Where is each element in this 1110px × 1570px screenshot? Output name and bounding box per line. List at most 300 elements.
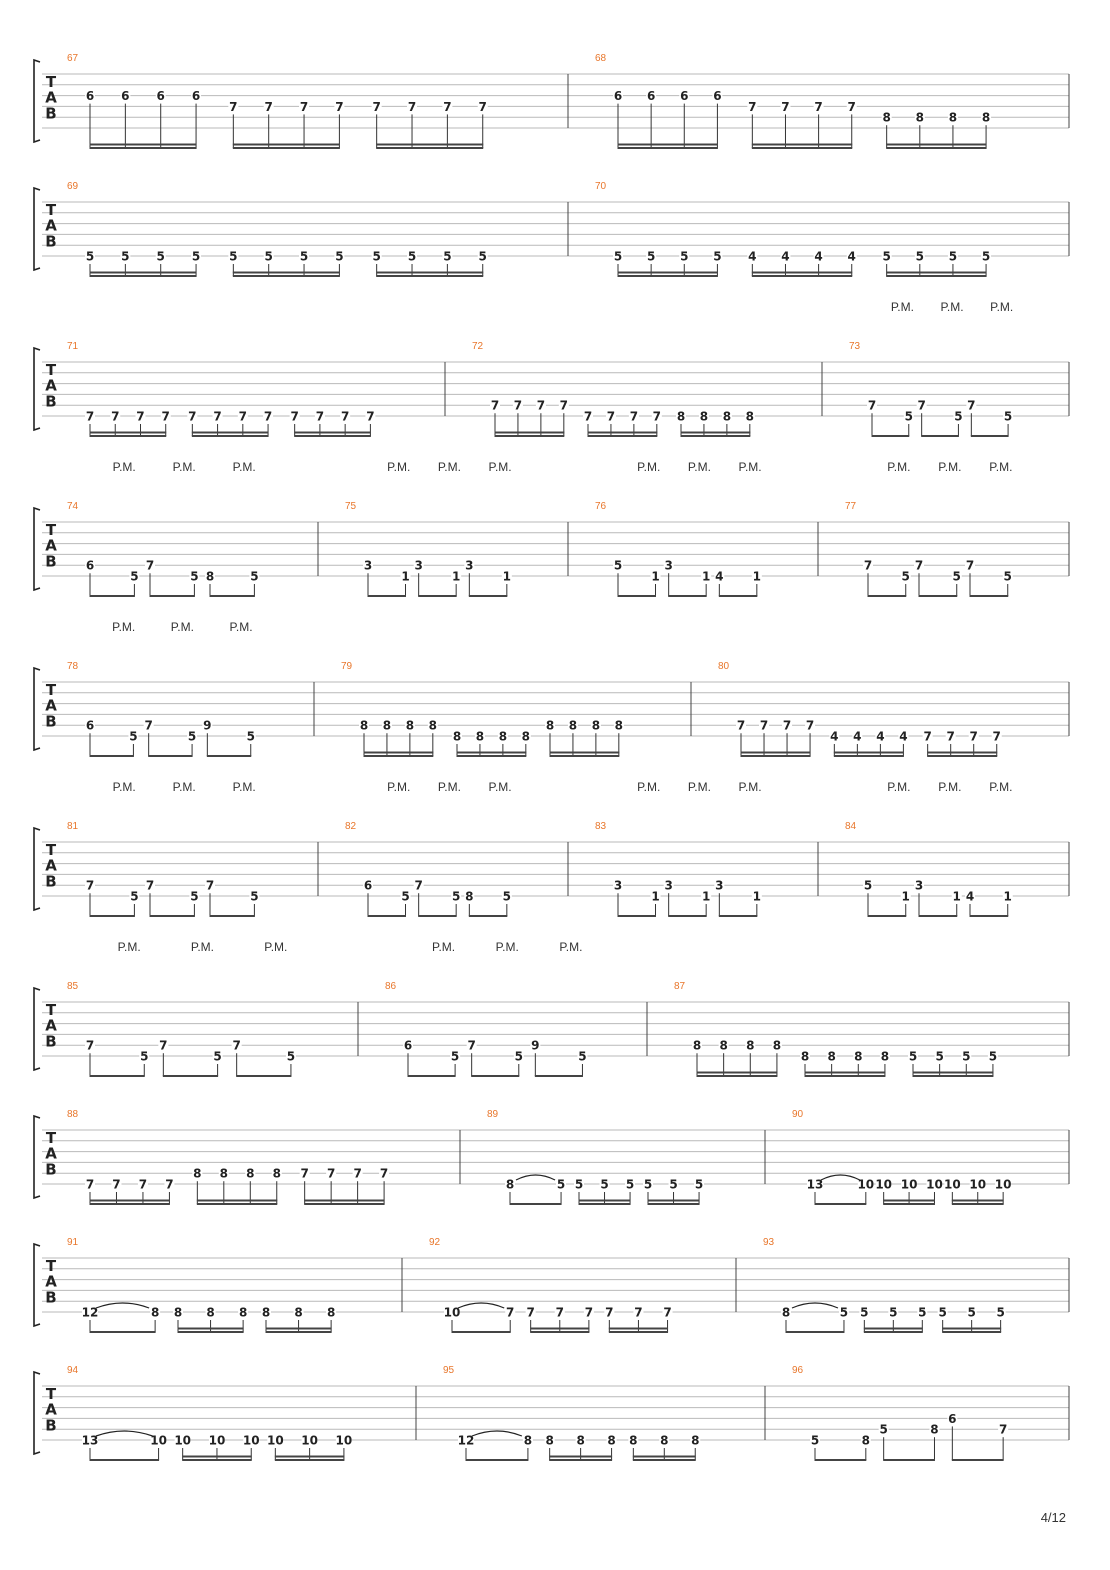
note-group (290, 410, 376, 437)
fret-number: 10 (443, 1305, 461, 1320)
fret-number: 3 (363, 558, 373, 573)
fret-number: 8 (691, 1433, 700, 1448)
tab-clef-letter: T (45, 201, 57, 219)
fret-number: 10 (926, 1177, 943, 1192)
measure-number: 78 (67, 661, 79, 672)
palm-mute-mark: P.M. (887, 460, 911, 474)
fret-number: 6 (363, 878, 373, 893)
fret-number: 1 (752, 569, 762, 584)
measure-number: 87 (674, 981, 686, 992)
fret-number: 3 (613, 878, 623, 893)
fret-number: 10 (943, 1177, 961, 1192)
fret-number: 7 (326, 1166, 336, 1181)
note-group (908, 1050, 998, 1077)
fret-number: 1 (952, 889, 961, 904)
palm-mute-mark: P.M. (172, 460, 196, 474)
fret-number: 7 (300, 1166, 309, 1181)
fret-number: 7 (165, 1177, 174, 1192)
fret-number: 7 (526, 1305, 535, 1320)
fret-number: 5 (229, 249, 238, 264)
fret-number: 10 (208, 1433, 226, 1448)
note-group (810, 1434, 871, 1461)
tab-clef-letter: T (45, 361, 57, 379)
fret-number: 7 (584, 1305, 594, 1320)
fret-number: 6 (85, 89, 95, 104)
fret-number: 5 (502, 889, 512, 904)
fret-number: 7 (188, 409, 197, 424)
note-group (85, 410, 171, 437)
fret-number: 10 (969, 1177, 987, 1192)
fret-number: 4 (899, 729, 908, 744)
fret-number: 10 (266, 1433, 284, 1448)
fret-number: 5 (335, 249, 344, 264)
fret-number: 7 (490, 398, 500, 413)
note-group (613, 89, 722, 148)
fret-number: 5 (264, 249, 273, 264)
tab-system (34, 53, 1069, 148)
fret-number: 8 (326, 1305, 336, 1320)
palm-mute-mark: P.M. (989, 460, 1013, 474)
fret-number: 7 (145, 558, 155, 573)
palm-mute-mark: P.M. (437, 460, 461, 474)
fret-number: 7 (629, 409, 639, 424)
fret-number: 8 (205, 569, 215, 584)
fret-number: 5 (694, 1177, 704, 1192)
fret-number: 5 (889, 1305, 898, 1320)
note-group (187, 410, 273, 437)
fret-number: 3 (414, 558, 423, 573)
note-group (82, 1303, 160, 1332)
tab-clef-letter: B (45, 1032, 57, 1051)
fret-number: 8 (238, 1305, 248, 1320)
fret-number: 7 (136, 409, 145, 424)
tab-clef-letter: B (45, 552, 57, 571)
fret-number: 5 (1003, 409, 1013, 424)
fret-number: 3 (465, 558, 474, 573)
tab-clef-letter: B (45, 872, 57, 891)
measure-number: 95 (443, 1365, 455, 1376)
fret-number: 7 (366, 409, 375, 424)
fret-number: 1 (502, 569, 512, 584)
fret-number: 5 (190, 889, 199, 904)
fret-number: 7 (923, 729, 932, 744)
fret-number: 1 (651, 889, 660, 904)
tab-clef-letter: A (45, 856, 57, 875)
measure (443, 1365, 700, 1460)
note-group (85, 89, 201, 148)
slur-arc (516, 1175, 555, 1180)
note-group (747, 250, 856, 277)
tab-clef-letter: A (45, 216, 57, 235)
fret-number: 5 (450, 1049, 460, 1064)
measure-number: 88 (67, 1109, 79, 1120)
note-group (444, 1303, 516, 1332)
tab-system (34, 620, 1069, 756)
fret-number: 8 (498, 729, 508, 744)
fret-number: 9 (203, 718, 212, 733)
note-group (628, 1434, 700, 1461)
fret-number: 10 (335, 1433, 353, 1448)
palm-mute-mark: P.M. (488, 780, 512, 794)
fret-number: 5 (213, 1049, 222, 1064)
fret-number: 7 (555, 1305, 564, 1320)
fret-number: 8 (246, 1166, 255, 1181)
slur-arc (96, 1431, 153, 1436)
fret-number: 7 (353, 1166, 362, 1181)
tab-clef-letter: B (45, 232, 57, 251)
fret-number: 5 (713, 249, 722, 264)
fret-number: 7 (379, 1166, 389, 1181)
fret-number: 8 (880, 1049, 890, 1064)
fret-number: 7 (805, 718, 815, 733)
fret-number: 5 (190, 569, 199, 584)
fret-number: 5 (908, 1049, 918, 1064)
fret-number: 5 (299, 249, 309, 264)
fret-number: 5 (451, 889, 461, 904)
fret-number: 5 (646, 249, 656, 264)
fret-number: 10 (174, 1433, 192, 1448)
tab-clef-letter: A (45, 376, 57, 395)
fret-number: 1 (701, 569, 711, 584)
note-group (228, 100, 344, 148)
tab-clef-letter: T (45, 73, 57, 91)
palm-mute-mark: P.M. (112, 460, 136, 474)
fret-number: 8 (219, 1166, 228, 1181)
system-bracket (34, 508, 40, 590)
fret-number: 7 (634, 1305, 643, 1320)
fret-number: 7 (85, 1177, 95, 1192)
tab-clef-letter: T (45, 681, 57, 699)
palm-mute-mark: P.M. (495, 940, 519, 954)
measure-number: 70 (595, 181, 607, 192)
palm-mute-mark: P.M. (738, 780, 762, 794)
fret-number: 7 (340, 409, 350, 424)
fret-number: 5 (407, 249, 417, 264)
note-group (452, 730, 531, 757)
note-group (875, 1178, 943, 1205)
fret-number: 7 (736, 718, 746, 733)
palm-mute-mark: P.M. (990, 300, 1014, 314)
fret-number: 7 (145, 878, 155, 893)
palm-mute-mark: P.M. (637, 460, 661, 474)
fret-number: 7 (299, 99, 309, 114)
measure-number: 79 (341, 661, 353, 672)
measure-number: 74 (67, 501, 79, 512)
palm-mute-mark: P.M. (232, 780, 256, 794)
palm-mute-mark: P.M. (387, 780, 411, 794)
measure (718, 661, 1002, 756)
fret-number: 8 (746, 1038, 755, 1053)
tab-clef-letter: B (45, 1416, 57, 1435)
tab-system (34, 780, 1069, 916)
fret-number: 7 (229, 99, 238, 114)
note-group (192, 1167, 281, 1204)
palm-mute-mark: P.M. (637, 780, 661, 794)
fret-number: 1 (701, 889, 711, 904)
fret-number: 4 (965, 889, 975, 904)
tab-clef-letter: A (45, 1400, 57, 1419)
palm-mute-mark: P.M. (938, 460, 962, 474)
note-group (807, 1175, 875, 1204)
fret-number: 7 (85, 878, 95, 893)
fret-number: 5 (948, 249, 958, 264)
tab-system (34, 940, 1069, 1076)
fret-number: 5 (839, 1305, 849, 1320)
fret-number: 8 (405, 718, 415, 733)
fret-number: 7 (85, 409, 95, 424)
measure (341, 661, 624, 756)
fret-number: 7 (782, 718, 792, 733)
fret-number: 7 (263, 409, 273, 424)
fret-number: 8 (676, 409, 686, 424)
fret-number: 10 (242, 1433, 260, 1448)
fret-number: 7 (315, 409, 325, 424)
fret-number: 4 (715, 569, 724, 584)
fret-number: 5 (952, 569, 961, 584)
measure (429, 1237, 673, 1332)
fret-number: 8 (173, 1305, 183, 1320)
fret-number: 4 (847, 249, 856, 264)
measure (472, 341, 755, 436)
palm-mute-mark: P.M. (232, 460, 256, 474)
system-bracket (34, 348, 40, 430)
fret-number: 13 (81, 1433, 99, 1448)
note-group (604, 1306, 672, 1333)
fret-number: 5 (578, 1049, 587, 1064)
fret-number: 1 (901, 889, 910, 904)
fret-number: 10 (900, 1177, 918, 1192)
fret-number: 7 (992, 729, 1001, 744)
note-group (505, 1175, 566, 1204)
fret-number: 5 (981, 249, 991, 264)
fret-number: 7 (478, 99, 487, 114)
measure (674, 981, 998, 1076)
fret-number: 4 (876, 729, 885, 744)
slur-arc (96, 1303, 149, 1308)
fret-number: 7 (605, 1305, 614, 1320)
measure (67, 53, 488, 148)
fret-number: 8 (545, 1433, 554, 1448)
palm-mute-mark: P.M. (112, 620, 136, 634)
measure-number: 85 (67, 981, 79, 992)
slur-arc (472, 1431, 522, 1436)
measure (763, 1237, 1006, 1332)
note-group (267, 1434, 352, 1461)
note-group (781, 1303, 849, 1332)
tab-system (34, 460, 1069, 596)
note-group (692, 1039, 782, 1076)
note-group (173, 1306, 248, 1333)
tab-clef-letter: T (45, 1385, 57, 1403)
fret-number: 1 (651, 569, 660, 584)
fret-number: 7 (748, 99, 757, 114)
palm-mute-mark: P.M. (890, 300, 914, 314)
fret-number: 5 (954, 409, 963, 424)
palm-mute-mark: P.M. (559, 940, 583, 954)
fret-number: 7 (290, 409, 299, 424)
fret-number: 7 (506, 1305, 515, 1320)
palm-mute-mark: P.M. (687, 780, 711, 794)
fret-number: 6 (85, 718, 95, 733)
measure-number: 89 (487, 1109, 499, 1120)
system-bracket (34, 668, 40, 750)
fret-number: 8 (692, 1038, 702, 1053)
palm-mute-mark: P.M. (989, 780, 1013, 794)
fret-number: 7 (663, 1305, 672, 1320)
fret-number: 5 (187, 729, 197, 744)
fret-number: 5 (478, 249, 487, 264)
measure-number: 96 (792, 1365, 804, 1376)
fret-number: 12 (81, 1305, 99, 1320)
fret-number: 5 (962, 1049, 971, 1064)
palm-mute-mark: P.M. (112, 780, 136, 794)
fret-number: 5 (556, 1177, 566, 1192)
note-group (574, 1178, 635, 1205)
note-group (800, 1050, 890, 1077)
note-group (545, 719, 624, 756)
fret-number: 8 (465, 889, 474, 904)
fret-number: 7 (652, 409, 661, 424)
fret-number: 5 (643, 1177, 653, 1192)
fret-number: 5 (130, 889, 139, 904)
measure (67, 181, 488, 276)
note-group (372, 250, 488, 277)
measure (67, 341, 375, 436)
fret-number: 5 (286, 1049, 296, 1064)
fret-number: 8 (505, 1177, 515, 1192)
fret-number: 7 (112, 1177, 121, 1192)
note-group (829, 730, 908, 757)
measure-number: 84 (845, 821, 857, 832)
fret-number: 8 (591, 718, 601, 733)
fret-number: 5 (915, 249, 924, 264)
fret-number: 4 (830, 729, 839, 744)
fret-number: 1 (401, 569, 410, 584)
fret-number: 8 (745, 409, 754, 424)
system-bracket (34, 188, 40, 270)
measure (595, 53, 991, 148)
fret-number: 8 (699, 409, 709, 424)
palm-mute-mark: P.M. (738, 460, 762, 474)
fret-number: 10 (994, 1177, 1012, 1192)
fret-number: 7 (536, 398, 546, 413)
palm-mute-mark: P.M. (190, 940, 215, 954)
tab-system (34, 1109, 1069, 1204)
measure-number: 94 (67, 1365, 79, 1376)
fret-number: 5 (882, 249, 891, 264)
fret-number: 8 (915, 110, 924, 125)
fret-number: 6 (191, 89, 201, 104)
fret-number: 8 (882, 110, 891, 125)
measure-number: 83 (595, 821, 607, 832)
tab-clef-letter: B (45, 104, 57, 123)
fret-number: 7 (414, 878, 423, 893)
fret-number: 7 (513, 398, 523, 413)
fret-number: 7 (759, 718, 769, 733)
note-group (228, 250, 344, 277)
fret-number: 7 (144, 718, 153, 733)
fret-number: 6 (948, 1411, 957, 1426)
note-group (882, 111, 991, 148)
fret-number: 6 (85, 558, 95, 573)
measure-number: 77 (845, 501, 857, 512)
fret-number: 5 (935, 1049, 944, 1064)
fret-number: 5 (901, 569, 910, 584)
fret-number: 8 (772, 1038, 782, 1053)
tab-clef-letter: B (45, 392, 57, 411)
fret-number: 8 (150, 1305, 160, 1320)
palm-mute-mark: P.M. (940, 300, 964, 314)
tab-clef-letter: B (45, 1288, 57, 1307)
fret-number: 3 (914, 878, 924, 893)
fret-number: 1 (451, 569, 461, 584)
fret-number: 5 (860, 1305, 869, 1320)
fret-number: 7 (467, 1038, 476, 1053)
note-group (458, 1431, 533, 1460)
note-group (372, 100, 488, 148)
fret-number: 5 (996, 1305, 1005, 1320)
measure-number: 82 (345, 821, 357, 832)
fret-number: 8 (930, 1422, 939, 1437)
fret-number: 8 (523, 1433, 533, 1448)
note-group (261, 1306, 336, 1333)
fret-number: 8 (545, 718, 555, 733)
fret-number: 8 (614, 718, 623, 733)
fret-number: 7 (867, 398, 877, 413)
fret-number: 7 (205, 878, 215, 893)
fret-number: 12 (457, 1433, 475, 1448)
fret-number: 8 (359, 718, 369, 733)
measure (792, 1109, 1011, 1204)
note-group (947, 1412, 1008, 1460)
fret-number: 7 (335, 99, 344, 114)
system-bracket (34, 1116, 40, 1198)
measure-number: 68 (595, 53, 607, 64)
fret-number: 5 (938, 1305, 947, 1320)
fret-number: 8 (272, 1166, 281, 1181)
fret-number: 5 (810, 1433, 820, 1448)
palm-mute-mark: P.M. (387, 460, 411, 474)
fret-number: 5 (625, 1177, 635, 1192)
tab-clef-letter: B (45, 712, 57, 731)
measure (487, 1109, 704, 1204)
note-group (944, 1178, 1012, 1205)
fret-number: 7 (372, 99, 381, 114)
measure-number: 72 (472, 341, 484, 352)
tab-clef-letter: T (45, 1001, 57, 1019)
note-group (359, 719, 438, 756)
fret-number: 1 (752, 889, 762, 904)
fret-number: 7 (606, 409, 616, 424)
measure-number: 71 (67, 341, 79, 352)
fret-number: 5 (613, 249, 623, 264)
note-group (923, 730, 1002, 757)
palm-mute-mark: P.M. (431, 940, 456, 954)
palm-mute-mark: P.M. (264, 940, 288, 954)
fret-number: 5 (250, 889, 259, 904)
measure-number: 81 (67, 821, 79, 832)
page-number: 4/12 (1040, 1510, 1066, 1525)
fret-number: 7 (863, 558, 873, 573)
note-group (859, 1306, 927, 1333)
fret-number: 13 (806, 1177, 824, 1192)
measure-number: 69 (67, 181, 79, 192)
tab-system (34, 181, 1069, 276)
tab-clef-letter: T (45, 1129, 57, 1147)
note-group (747, 100, 856, 148)
palm-mute-mark: P.M. (687, 460, 711, 474)
tab-clef-letter: T (45, 841, 57, 859)
